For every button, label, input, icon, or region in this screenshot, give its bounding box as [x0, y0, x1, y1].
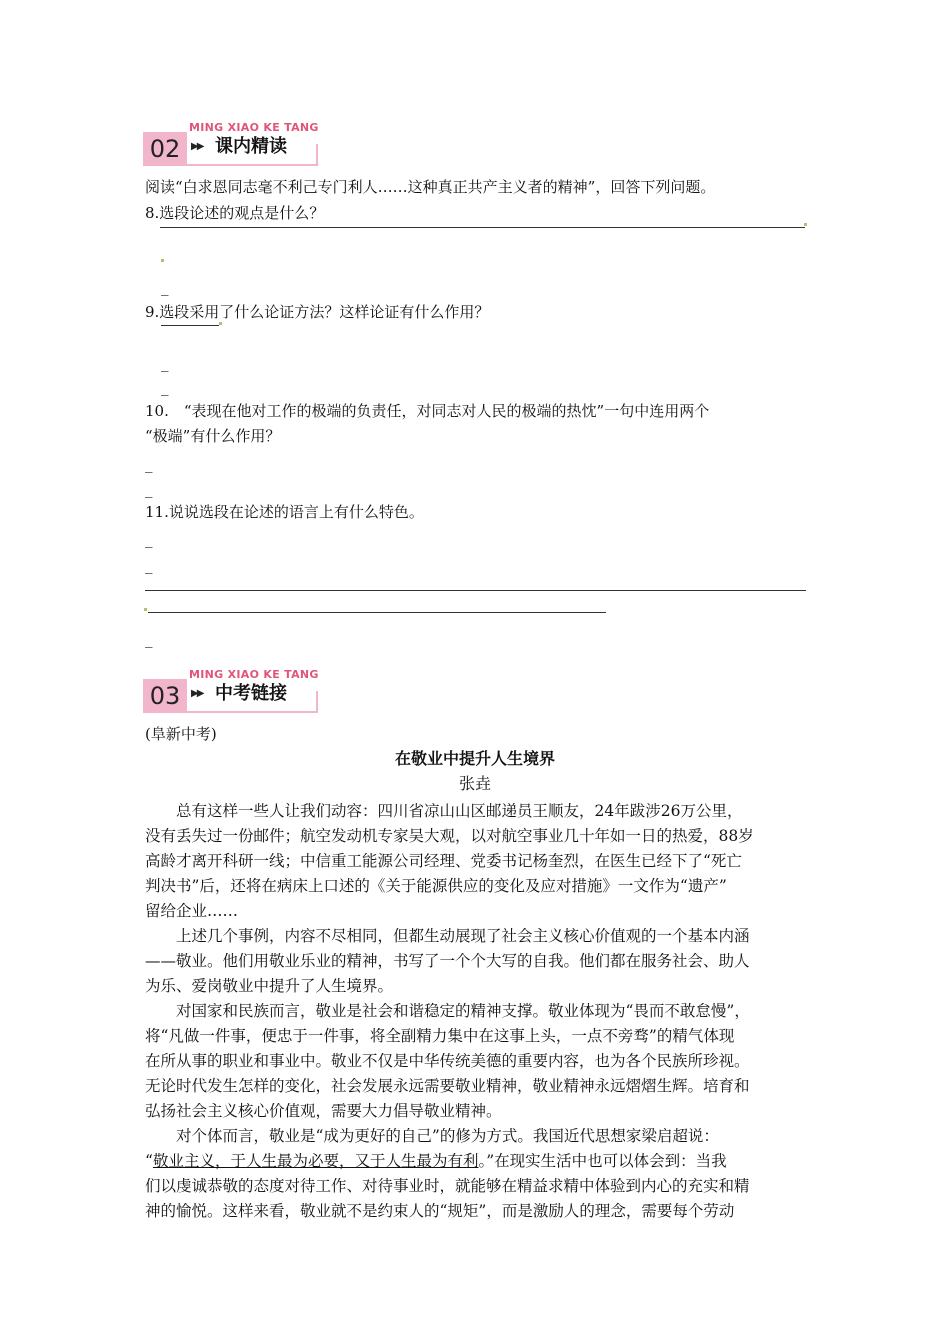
blank-mark: _ [145, 556, 153, 574]
article-line: 判决书”后，还将在病床上口述的《关于能源供应的变化及应对措施》一文作为“遗产” [145, 877, 727, 895]
section-subtitle: MING XIAO KE TANG [189, 668, 319, 681]
question-11: 11.说说选段在论述的语言上有什么特色。 [145, 503, 424, 521]
article-line: 在所从事的职业和事业中。敬业不仅是中华传统美德的重要内容，也为各个民族所珍视。 [145, 1052, 750, 1070]
quote-rest: 。”在现实生活中也可以体会到：当我 [478, 1152, 727, 1170]
answer-line [160, 227, 805, 228]
article-line: ——敬业。他们用敬业乐业的精神，书写了一个个大写的自我。他们都在服务社会、助人 [145, 952, 750, 970]
underlined-quote: 敬业主义，于人生最为必要，又于人生最为有利 [152, 1152, 479, 1170]
article-line: 没有丢失过一份邮件；航空发动机专家吴大观，以对航空事业几十年如一日的热爱，88岁 [145, 827, 754, 845]
quote-open: “ [145, 1152, 153, 1170]
double-arrow-icon: ▶▶ [191, 688, 203, 699]
article-line: 们以虔诚恭敬的态度对待工作、对待事业时，就能够在精益求精中体验到内心的充实和精 [145, 1177, 750, 1195]
source-note: (阜新中考) [145, 725, 217, 743]
section-03-header [143, 669, 318, 713]
article-line: 对个体而言，敬业是“成为更好的自己”的修为方式。我国近代思想家梁启超说： [176, 1127, 719, 1145]
question-10-line2: “极端”有什么作用？ [145, 427, 281, 445]
section-02-header [143, 122, 318, 166]
section-label: 中考链接 [215, 683, 287, 704]
question-10-line1: 10. “表现在他对工作的极端的负责任，对同志对人民的极端的热忱”一句中连用两个 [145, 402, 710, 420]
question-9: 9.选段采用了什么论证方法？这样论证有什么作用？ [145, 303, 490, 321]
blank-mark: _ [161, 354, 169, 372]
section-label: 课内精读 [215, 136, 287, 157]
section-number: 03 [143, 679, 187, 713]
article-author: 张垚 [458, 774, 491, 793]
article-line: 将“凡做一件事，便忠于一件事，将全副精力集中在这事上头，一点不旁骛”的精气体现 [145, 1027, 735, 1045]
blank-mark: _ [161, 278, 169, 296]
section-subtitle: MING XIAO KE TANG [189, 121, 319, 134]
answer-line [148, 612, 606, 613]
article-title: 在敬业中提升人生境界 [394, 749, 555, 768]
answer-line [145, 590, 806, 591]
blank-mark: _ [145, 530, 153, 548]
blank-mark: _ [145, 480, 153, 498]
article-line: 弘扬社会主义核心价值观，需要大力倡导敬业精神。 [145, 1102, 502, 1120]
blank-mark: _ [161, 378, 169, 396]
question-8: 8.选段论述的观点是什么？ [145, 204, 325, 222]
article-line [145, 1149, 727, 1174]
article-line: 为乐、爱岗敬业中提升了人生境界。 [145, 977, 394, 995]
article-line: 高龄才离开科研一线；中信重工能源公司经理、党委书记杨奎烈，在医生已经下了“死亡 [145, 852, 742, 870]
section-number: 02 [143, 132, 187, 166]
article-line: 神的愉悦。这样来看，敬业就不是约束人的“规矩”，而是激励人的理念，需要每个劳动 [145, 1202, 735, 1220]
article-line: 无论时代发生怎样的变化，社会发展永远需要敬业精神，敬业精神永远熠熠生辉。培育和 [145, 1077, 750, 1095]
blank-mark: _ [145, 630, 153, 648]
reading-instruction: 阅读“白求恩同志毫不利己专门利人……这种真正共产主义者的精神”，回答下列问题。 [145, 178, 716, 196]
article-line: 留给企业…… [145, 902, 239, 920]
article-line: 上述几个事例，内容不尽相同，但都生动展现了社会主义核心价值观的一个基本内涵 [176, 927, 750, 945]
blank-mark: _ [145, 455, 153, 473]
article-line: 总有这样一些人让我们动容：四川省凉山山区邮递员王顺友，24年跋涉26万公里， [176, 802, 743, 820]
double-arrow-icon: ▶▶ [191, 141, 203, 152]
answer-line [161, 325, 219, 326]
article-line: 对国家和民族而言，敬业是社会和谐稳定的精神支撑。敬业体现为“畏而不敢怠慢”， [176, 1002, 750, 1020]
